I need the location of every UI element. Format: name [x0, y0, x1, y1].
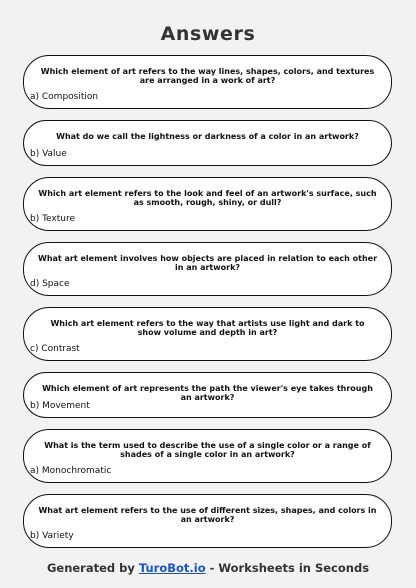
- question-text: Which art element refers to the way that artists use light and dark to show volume and depth in art?: [50, 319, 365, 337]
- question-text: Which art element refers to the look and feel of an artwork's surface, such as smooth, rough, shiny, or dull?: [38, 189, 377, 207]
- answer-text: b) Movement: [30, 401, 90, 411]
- qa-card: [23, 242, 392, 296]
- footer-prefix: Generated by: [46, 561, 139, 575]
- qa-card: [23, 177, 392, 231]
- qa-list: [23, 55, 393, 559]
- qa-card: [23, 494, 392, 548]
- qa-card: [23, 55, 392, 109]
- answer-text: c) Contrast: [30, 344, 80, 354]
- footer: [0, 561, 416, 575]
- qa-card: [23, 307, 392, 361]
- turobot-link[interactable]: TuroBot.io: [138, 561, 206, 575]
- question-text: What do we call the lightness or darkness of a color in an artwork?: [56, 132, 359, 141]
- qa-card: [23, 429, 392, 483]
- answer-text: d) Space: [30, 279, 70, 289]
- answer-text: a) Composition: [30, 92, 99, 102]
- answer-text: b) Texture: [30, 214, 76, 224]
- question-text: What art element involves how objects are placed in relation to each other in an artwork?: [38, 254, 378, 272]
- answer-text: b) Variety: [30, 531, 74, 541]
- qa-card: [23, 372, 392, 418]
- question-text: Which element of art represents the path the viewer's eye takes through an artwork?: [42, 384, 373, 402]
- answer-text: a) Monochromatic: [30, 466, 112, 476]
- answer-text: b) Value: [30, 149, 67, 159]
- question-text: Which element of art refers to the way lines, shapes, colors, and textures are arranged in a work of art?: [40, 67, 375, 85]
- question-text: What art element refers to the use of different sizes, shapes, and colors in an artwork?: [38, 506, 377, 524]
- question-text: What is the term used to describe the use of a single color or a range of shades of a single color in an artwork?: [44, 441, 371, 459]
- footer-suffix: - Worksheets in Seconds: [205, 561, 370, 575]
- qa-card: [23, 120, 392, 166]
- page-title: Answers: [160, 23, 256, 45]
